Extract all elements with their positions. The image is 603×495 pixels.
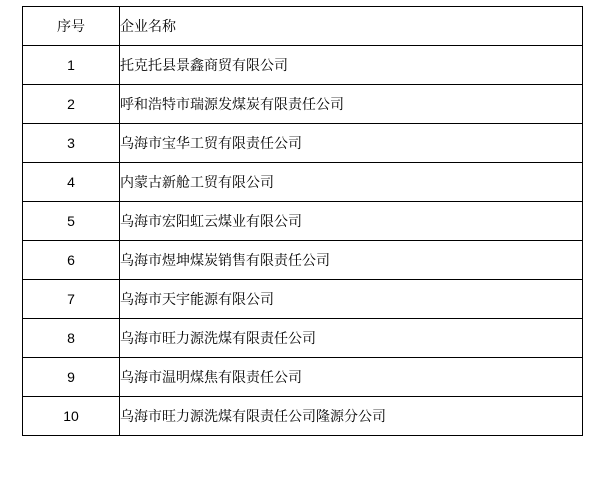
row-enterprise-name: 乌海市宝华工贸有限责任公司	[120, 124, 583, 163]
table-row	[23, 241, 583, 280]
row-enterprise-name: 乌海市煜坤煤炭销售有限责任公司	[120, 241, 583, 280]
row-enterprise-name: 呼和浩特市瑞源发煤炭有限责任公司	[120, 85, 583, 124]
row-index: 1	[23, 46, 120, 85]
row-index: 4	[23, 163, 120, 202]
row-index: 6	[23, 241, 120, 280]
row-enterprise-name: 乌海市温明煤焦有限责任公司	[120, 358, 583, 397]
table-row	[23, 358, 583, 397]
table-row	[23, 280, 583, 319]
table-body	[23, 46, 583, 436]
row-enterprise-name: 乌海市旺力源洗煤有限责任公司隆源分公司	[120, 397, 583, 436]
table-row	[23, 124, 583, 163]
table-row	[23, 163, 583, 202]
row-index: 10	[23, 397, 120, 436]
column-header-index: 序号	[23, 7, 120, 46]
column-header-name: 企业名称	[120, 7, 583, 46]
row-index: 3	[23, 124, 120, 163]
row-index: 8	[23, 319, 120, 358]
row-enterprise-name: 乌海市天宇能源有限公司	[120, 280, 583, 319]
table-header-row	[23, 7, 583, 46]
row-enterprise-name: 乌海市旺力源洗煤有限责任公司	[120, 319, 583, 358]
row-index: 7	[23, 280, 120, 319]
row-enterprise-name: 乌海市宏阳虹云煤业有限公司	[120, 202, 583, 241]
table-row	[23, 319, 583, 358]
enterprise-table	[22, 6, 583, 436]
table-row	[23, 397, 583, 436]
row-enterprise-name: 内蒙古新舱工贸有限公司	[120, 163, 583, 202]
table-row	[23, 46, 583, 85]
table-header	[23, 7, 583, 46]
row-index: 9	[23, 358, 120, 397]
table-row	[23, 85, 583, 124]
row-enterprise-name: 托克托县景鑫商贸有限公司	[120, 46, 583, 85]
table-row	[23, 202, 583, 241]
row-index: 2	[23, 85, 120, 124]
row-index: 5	[23, 202, 120, 241]
